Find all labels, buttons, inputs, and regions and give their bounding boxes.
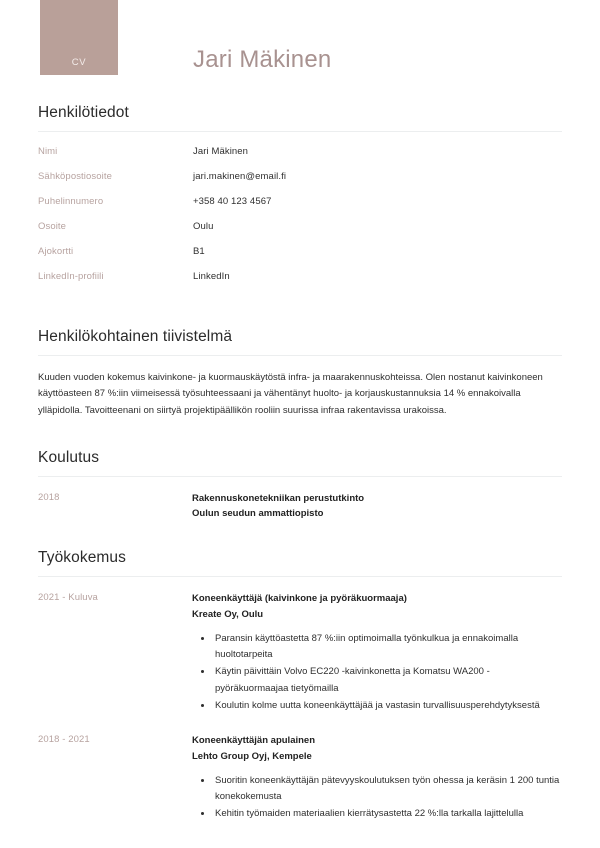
experience-entry-organization: Lehto Group Oyj, Kempele (192, 750, 312, 762)
experience-entry-date: 2018 - 2021 (38, 734, 90, 746)
experience-entry-title: Koneenkäyttäjä (kaivinkone ja pyöräkuormaaja) (192, 593, 407, 605)
cv-badge (40, 0, 118, 75)
table-row (38, 271, 562, 296)
detail-value-nimi: Jari Mäkinen (193, 146, 249, 157)
table-row (38, 246, 562, 271)
section-divider (38, 576, 562, 577)
experience-entry-date: 2021 - Kuluva (38, 592, 98, 604)
experience-entry (38, 733, 562, 823)
candidate-name: Jari Mäkinen (193, 46, 332, 73)
experience-entry (38, 591, 562, 715)
detail-label-email: Sähköpostiosoite (38, 171, 112, 182)
list-item: • Käytin päivittäin Volvo EC220 -kaivinkonetta ja Komatsu WA200 -pyöräkuormaajaa tietyömailla (213, 664, 562, 697)
education-entry-title: Rakennuskonetekniikan perustutkinto (192, 492, 365, 504)
education-entry-organization: Oulun seudun ammattiopisto (192, 508, 324, 520)
cv-header (38, 0, 562, 100)
experience-entry-bullets (192, 631, 562, 715)
cv-badge-label: CV (71, 57, 87, 68)
detail-label-phone: Puhelinnumero (38, 196, 104, 207)
table-row (38, 221, 562, 246)
section-title-summary: Henkilökohtainen tiivistelmä (38, 328, 233, 345)
detail-label-linkedin: LinkedIn-profiili (38, 271, 104, 282)
experience-entry-organization: Kreate Oy, Oulu (192, 608, 264, 620)
section-title-education: Koulutus (38, 448, 100, 466)
detail-value-linkedin[interactable]: LinkedIn (193, 271, 230, 282)
detail-value-phone: +358 40 123 4567 (193, 196, 272, 207)
education-entry (38, 491, 562, 521)
education-entry-body (192, 491, 562, 521)
section-divider (38, 476, 562, 477)
list-item: • Koulutin kolme uutta koneenkäyttäjää ja vastasin turvallisuusperehdytyksestä (213, 698, 562, 714)
education-entry-date: 2018 (38, 491, 60, 503)
detail-label-licence: Ajokortti (38, 246, 74, 257)
section-divider (38, 131, 562, 132)
table-row (38, 196, 562, 221)
personal-details-table (38, 146, 562, 296)
detail-label-address: Osoite (38, 221, 67, 232)
section-experience (38, 549, 562, 823)
list-item: • Kehitin työmaiden materiaalien kierrätysastetta 22 %:lla tarkalla lajittelulla (213, 806, 562, 822)
detail-label-nimi: Nimi (38, 146, 58, 157)
summary-paragraph: Kuuden vuoden kokemus kaivinkone- ja kuormauskäytöstä infra- ja maarakennuskohteissa. Olen nostanut kaivinkoneen käyttöasteen 87 %:iin viimeisessä työsuhteessaani ja vähentänyt huolto- ja korjauskustannuksia 14 % ennakoivalla ylläpidolla. Tavoitteenani on siirtyä projektipäällikön rooliin suurissa infraa rakentavissa urakoissa. (38, 372, 543, 416)
section-divider (38, 355, 562, 356)
detail-value-address: Oulu (193, 221, 214, 232)
table-row (38, 146, 562, 171)
section-title-personal-details: Henkilötiedot (38, 104, 129, 121)
experience-entry-body (192, 733, 562, 823)
table-row (38, 171, 562, 196)
experience-entry-title: Koneenkäyttäjän apulainen (192, 735, 316, 747)
detail-value-email: jari.makinen@email.fi (193, 171, 287, 182)
experience-entry-body (192, 591, 562, 715)
list-item: • Suoritin koneenkäyttäjän pätevyyskoulutuksen työn ohessa ja keräsin 1 200 tuntia konekokemusta (213, 773, 562, 806)
section-title-experience: Työkokemus (38, 549, 127, 567)
section-education (38, 449, 562, 521)
detail-value-licence: B1 (193, 246, 205, 257)
experience-entry-bullets (192, 773, 562, 823)
section-summary (38, 328, 562, 419)
list-item: • Paransin käyttöastetta 87 %:iin optimoimalla työnkulkua ja ennakoimalla huoltotarpeita (213, 631, 562, 664)
section-personal-details (38, 104, 562, 296)
